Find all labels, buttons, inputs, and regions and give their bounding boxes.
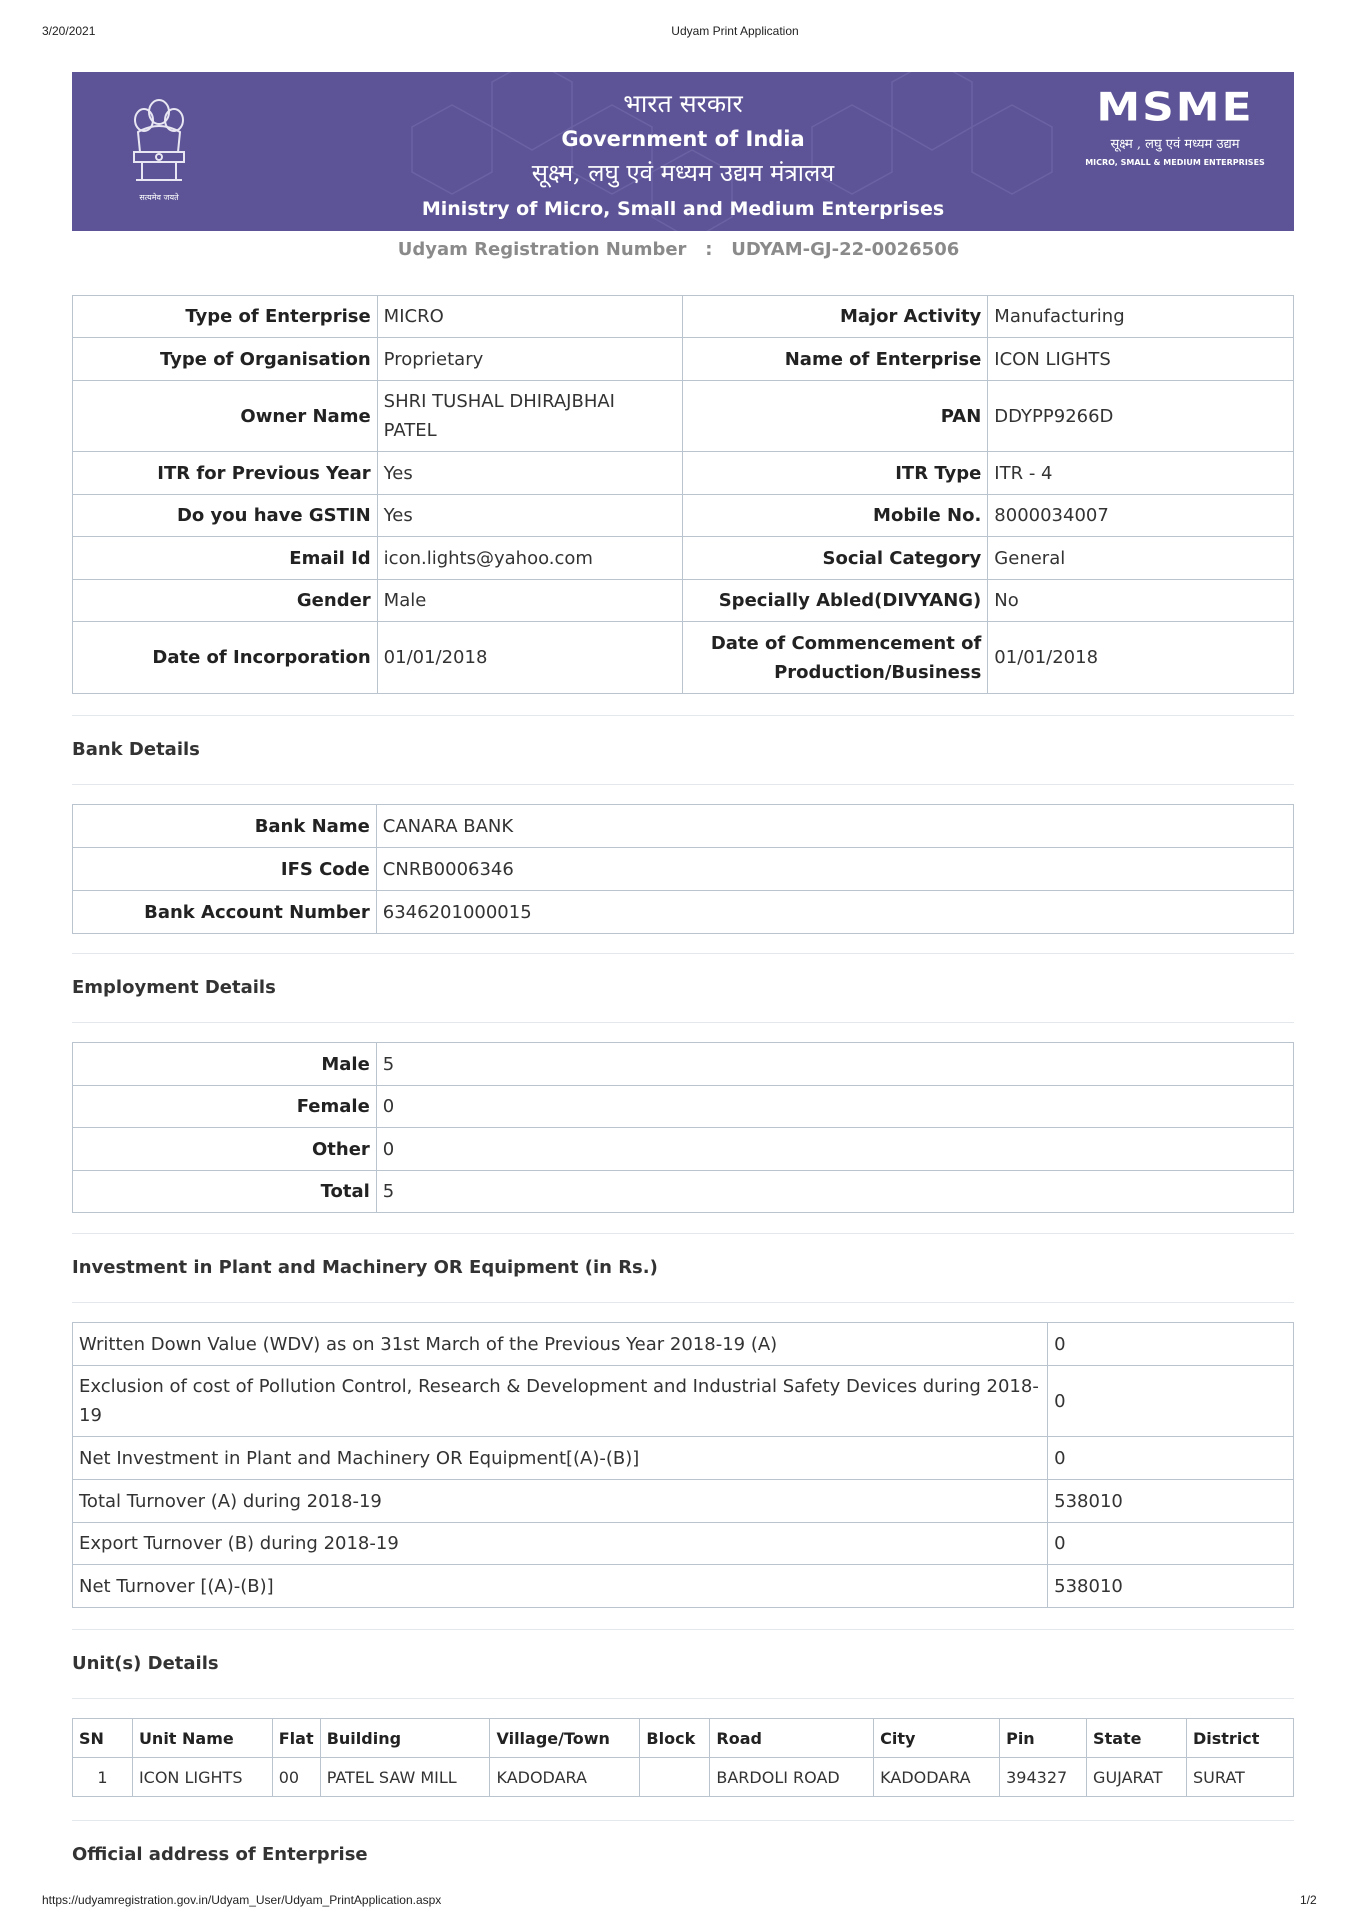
divider [72, 784, 1294, 785]
msme-logo [1075, 86, 1275, 167]
table-row [73, 338, 1294, 381]
wdv-value: 0 [1048, 1323, 1294, 1366]
social-category-label: Social Category [683, 537, 988, 580]
print-date: 3/20/2021 [42, 24, 96, 38]
divider [72, 1233, 1294, 1234]
units-header-district: District [1186, 1719, 1293, 1758]
table-row [73, 381, 1294, 452]
table-row [73, 1523, 1294, 1565]
table-row [73, 1758, 1294, 1797]
divider [72, 1629, 1294, 1630]
units-header-state: State [1087, 1719, 1187, 1758]
table-row [73, 1480, 1294, 1523]
bank-details-table [72, 804, 1294, 934]
unit-sn: 1 [73, 1758, 133, 1797]
table-row [73, 805, 1294, 848]
table-row [73, 891, 1294, 934]
male-value: 5 [376, 1043, 1293, 1086]
units-header-road: Road [710, 1719, 874, 1758]
msme-logo-english: MICRO, SMALL & MEDIUM ENTERPRISES [1085, 158, 1265, 167]
owner-name-label: Owner Name [73, 381, 378, 452]
print-page-number: 1/2 [1300, 1893, 1317, 1907]
name-of-enterprise-value: ICON LIGHTS [988, 338, 1294, 381]
itr-prev-value: Yes [377, 452, 683, 495]
itr-type-label: ITR Type [683, 452, 988, 495]
commencement-label-line1: Date of Commencement of [710, 632, 982, 654]
banner-english-line1: Government of India [561, 127, 805, 151]
owner-name-line1: SHRI TUSHAL DHIRAJBHAI [383, 391, 615, 412]
msme-logo-text: MSME [1096, 84, 1254, 131]
units-header-block: Block [640, 1719, 710, 1758]
employment-details-table [72, 1042, 1294, 1213]
emblem-caption: सत्यमेव जयते [139, 193, 179, 202]
bank-account-label: Bank Account Number [73, 891, 377, 934]
male-label: Male [73, 1043, 377, 1086]
table-row [73, 296, 1294, 338]
ministry-banner [72, 72, 1294, 231]
registration-label: Udyam Registration Number [397, 239, 687, 260]
gstin-value: Yes [377, 495, 683, 537]
divider [72, 953, 1294, 954]
exclusion-label [73, 1366, 1048, 1437]
mobile-label: Mobile No. [683, 495, 988, 537]
unit-state: GUJARAT [1087, 1758, 1187, 1797]
other-label: Other [73, 1128, 377, 1171]
investment-table [72, 1322, 1294, 1608]
wdv-label: Written Down Value (WDV) as on 31st March of the Previous Year 2018-19 (A) [73, 1323, 1048, 1366]
female-value: 0 [376, 1086, 1293, 1128]
divider [72, 715, 1294, 716]
units-header-sn: SN [73, 1719, 133, 1758]
employment-details-heading: Employment Details [72, 977, 276, 998]
table-row [73, 452, 1294, 495]
table-row [73, 580, 1294, 622]
pan-value: DDYPP9266D [988, 381, 1294, 452]
email-value: icon.lights@yahoo.com [377, 537, 683, 580]
commencement-label-line2: Production/Business [774, 661, 982, 683]
commencement-value: 01/01/2018 [988, 622, 1294, 694]
enterprise-details-table [72, 295, 1294, 694]
unit-block [640, 1758, 710, 1797]
type-of-enterprise-label: Type of Enterprise [73, 296, 378, 338]
total-value: 5 [376, 1171, 1293, 1213]
net-investment-value: 0 [1048, 1437, 1294, 1480]
divyang-label: Specially Abled(DIVYANG) [683, 580, 988, 622]
units-header-village: Village/Town [490, 1719, 640, 1758]
official-address-heading: Official address of Enterprise [72, 1844, 368, 1865]
total-turnover-value: 538010 [1048, 1480, 1294, 1523]
gstin-label: Do you have GSTIN [73, 495, 378, 537]
incorporation-label: Date of Incorporation [73, 622, 378, 694]
type-of-organisation-value: Proprietary [377, 338, 683, 381]
ifs-code-value: CNRB0006346 [376, 848, 1293, 891]
units-header-flat: Flat [272, 1719, 320, 1758]
divider [72, 1820, 1294, 1821]
net-turnover-label: Net Turnover [(A)-(B)] [73, 1565, 1048, 1608]
itr-type-value: ITR - 4 [988, 452, 1294, 495]
table-row [73, 1437, 1294, 1480]
total-label: Total [73, 1171, 377, 1213]
net-turnover-value: 538010 [1048, 1565, 1294, 1608]
ifs-code-label: IFS Code [73, 848, 377, 891]
export-turnover-label: Export Turnover (B) during 2018-19 [73, 1523, 1048, 1565]
total-turnover-label: Total Turnover (A) during 2018-19 [73, 1480, 1048, 1523]
units-header-row [73, 1719, 1294, 1758]
table-row [73, 1171, 1294, 1213]
table-row [73, 1565, 1294, 1608]
print-url: https://udyamregistration.gov.in/Udyam_User/Udyam_PrintApplication.aspx [42, 1893, 442, 1907]
divider [72, 1698, 1294, 1699]
table-row [73, 1128, 1294, 1171]
bank-name-label: Bank Name [73, 805, 377, 848]
unit-city: KADODARA [874, 1758, 1000, 1797]
exclusion-value: 0 [1048, 1366, 1294, 1437]
mobile-value: 8000034007 [988, 495, 1294, 537]
itr-prev-label: ITR for Previous Year [73, 452, 378, 495]
table-row [73, 1366, 1294, 1437]
registration-separator: : [705, 239, 713, 260]
type-of-organisation-label: Type of Organisation [73, 338, 378, 381]
divyang-value: No [988, 580, 1294, 622]
gender-value: Male [377, 580, 683, 622]
banner-hindi-line1: भारत सरकार [623, 89, 743, 118]
units-heading: Unit(s) Details [72, 1653, 219, 1674]
major-activity-value: Manufacturing [988, 296, 1294, 338]
units-table [72, 1718, 1294, 1797]
bank-details-heading: Bank Details [72, 739, 200, 760]
registration-number: UDYAM-GJ-22-0026506 [731, 239, 960, 260]
net-investment-label: Net Investment in Plant and Machinery OR Equipment[(A)-(B)] [73, 1437, 1048, 1480]
table-row [73, 1043, 1294, 1086]
female-label: Female [73, 1086, 377, 1128]
unit-road: BARDOLI ROAD [710, 1758, 874, 1797]
other-value: 0 [376, 1128, 1293, 1171]
name-of-enterprise-label: Name of Enterprise [683, 338, 988, 381]
unit-name: ICON LIGHTS [132, 1758, 272, 1797]
bank-name-value: CANARA BANK [376, 805, 1293, 848]
registration-number-line [0, 239, 1357, 260]
email-label: Email Id [73, 537, 378, 580]
units-header-building: Building [320, 1719, 490, 1758]
unit-district: SURAT [1186, 1758, 1293, 1797]
units-header-city: City [874, 1719, 1000, 1758]
divider [72, 1302, 1294, 1303]
commencement-label [683, 622, 988, 694]
owner-name-line2: PATEL [383, 420, 437, 441]
units-header-unit-name: Unit Name [132, 1719, 272, 1758]
msme-logo-hindi: सूक्ष्म , लघु एवं मध्यम उद्यम [1110, 137, 1240, 152]
print-title: Udyam Print Application [671, 24, 799, 38]
social-category-value: General [988, 537, 1294, 580]
export-turnover-value: 0 [1048, 1523, 1294, 1565]
exclusion-label-line1: Exclusion of cost of Pollution Control, Research & Development and Industrial Safety Devices during 2018- [79, 1376, 1039, 1397]
table-row [73, 1323, 1294, 1366]
banner-english-line2: Ministry of Micro, Small and Medium Enterprises [421, 198, 945, 220]
unit-village: KADODARA [490, 1758, 640, 1797]
bank-account-value: 6346201000015 [376, 891, 1293, 934]
type-of-enterprise-value: MICRO [377, 296, 683, 338]
unit-flat: 00 [272, 1758, 320, 1797]
banner-hindi-line2: सूक्ष्म, लघु एवं मध्यम उद्यम मंत्रालय [531, 159, 835, 187]
table-row [73, 622, 1294, 694]
unit-pin: 394327 [1000, 1758, 1087, 1797]
table-row [73, 537, 1294, 580]
table-row [73, 848, 1294, 891]
divider [72, 1022, 1294, 1023]
gender-label: Gender [73, 580, 378, 622]
investment-heading: Investment in Plant and Machinery OR Equipment (in Rs.) [72, 1257, 658, 1278]
units-header-pin: Pin [1000, 1719, 1087, 1758]
pan-label: PAN [683, 381, 988, 452]
incorporation-value: 01/01/2018 [377, 622, 683, 694]
major-activity-label: Major Activity [683, 296, 988, 338]
table-row [73, 1086, 1294, 1128]
table-row [73, 495, 1294, 537]
exclusion-label-line2: 19 [79, 1405, 102, 1426]
unit-building: PATEL SAW MILL [320, 1758, 490, 1797]
owner-name-value [377, 381, 683, 452]
